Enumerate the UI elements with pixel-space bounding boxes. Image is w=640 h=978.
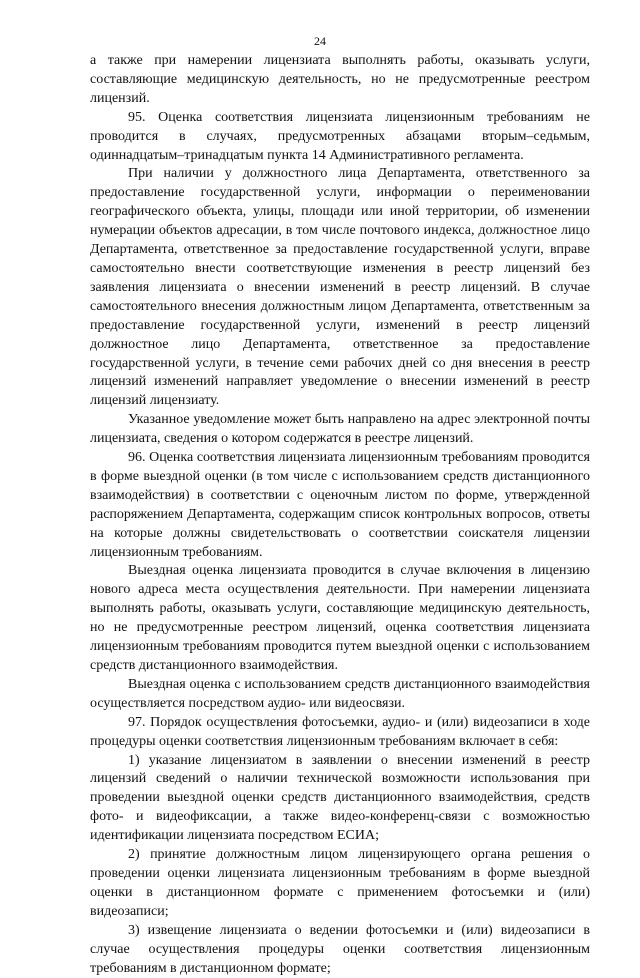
list-item-1: 1) указание лицензиатом в заявлении о внесении изменений в реестр лицензий сведений о наличии технической возможности использования при проведении выездной оценки средств дистанционного взаимодействия, средств фото- и видеофиксации, а также видео-конференц-связи с возможностью идентификации лицензиата посредством ЕСИА; bbox=[90, 752, 590, 844]
document-body bbox=[90, 52, 590, 978]
paragraph-item-95: 95. Оценка соответствия лицензиата лицензионным требованиям не проводится в случаях, предусмотренных абзацами вторым–седьмым, одиннадцатым–тринадцатым пункта 14 Административного регламента. bbox=[90, 109, 590, 163]
page-number: 24 bbox=[314, 34, 326, 48]
list-item-2: 2) принятие должностным лицом лицензирующего органа решения о проведении оценки лицензиата лицензионным требованиям в форме выездной оценки в дистанционном формате с применением фотосъемки и (или) видеозаписи; bbox=[90, 847, 590, 919]
paragraph-renaming-info: При наличии у должностного лица Департамента, ответственного за предоставление государственной услуги, информации о переименовании географического объекта, улицы, площади или иной территории, об изменении нумерации объектов адресации, в том числе почтового индекса, должностное лицо Департамента, ответственное за предоставление государственной услуги, вправе самостоятельно внести соответствующие изменения в реестр лицензий без заявления лицензиата о внесении изменений в реестр лицензий. В случае самостоятельного внесения должностным лицом Департамента, ответственным за предоставление государственной услуги, изменений в реестр лицензий должностное лицо Департамента, ответственное за предоставление государственной услуги, в течение семи рабочих дней со дня внесения в реестр лицензий изменений направляет уведомление о внесении изменений в реестр лицензий лицензиату. bbox=[90, 166, 590, 409]
list-item-3: 3) извещение лицензиата о ведении фотосъемки и (или) видеозаписи в случае осуществления процедуры оценки соответствия лицензионным требованиям в дистанционном формате; bbox=[90, 922, 590, 976]
paragraph-notification-email: Указанное уведомление может быть направлено на адрес электронной почты лицензиата, сведения о котором содержатся в реестре лицензий. bbox=[90, 412, 590, 447]
paragraph-item-97: 97. Порядок осуществления фотосъемки, аудио- и (или) видеозаписи в ходе процедуры оценки соответствия лицензионным требованиям включает в себя: bbox=[90, 714, 590, 749]
paragraph-item-96: 96. Оценка соответствия лицензиата лицензионным требованиям проводится в форме выездной оценки (в том числе с использованием средств дистанционного взаимодействия) в соответствии с оценочным листом по форме, утвержденной распоряжением Департамента, содержащим список контрольных вопросов, ответы на которые должны свидетельствовать о соответствии соискателя лицензии лицензионным требованиям. bbox=[90, 450, 590, 560]
paragraph-continuation: а также при намерении лицензиата выполнять работы, оказывать услуги, составляющие медицинскую деятельность, но не предусмотренные реестром лицензий. bbox=[90, 53, 590, 106]
paragraph-onsite-assessment: Выездная оценка лицензиата проводится в случае включения в лицензию нового адреса места осуществления деятельности. При намерении лицензиата выполнять работы, оказывать услуги, составляющие медицинскую деятельность, но не предусмотренные реестром лицензий, оценка соответствия лицензиата лицензионным требованиям проводится путем выездной оценки с использованием средств дистанционного взаимодействия. bbox=[90, 563, 590, 673]
paragraph-remote-assessment: Выездная оценка с использованием средств дистанционного взаимодействия осуществляется посредством аудио- или видеосвязи. bbox=[90, 676, 590, 711]
